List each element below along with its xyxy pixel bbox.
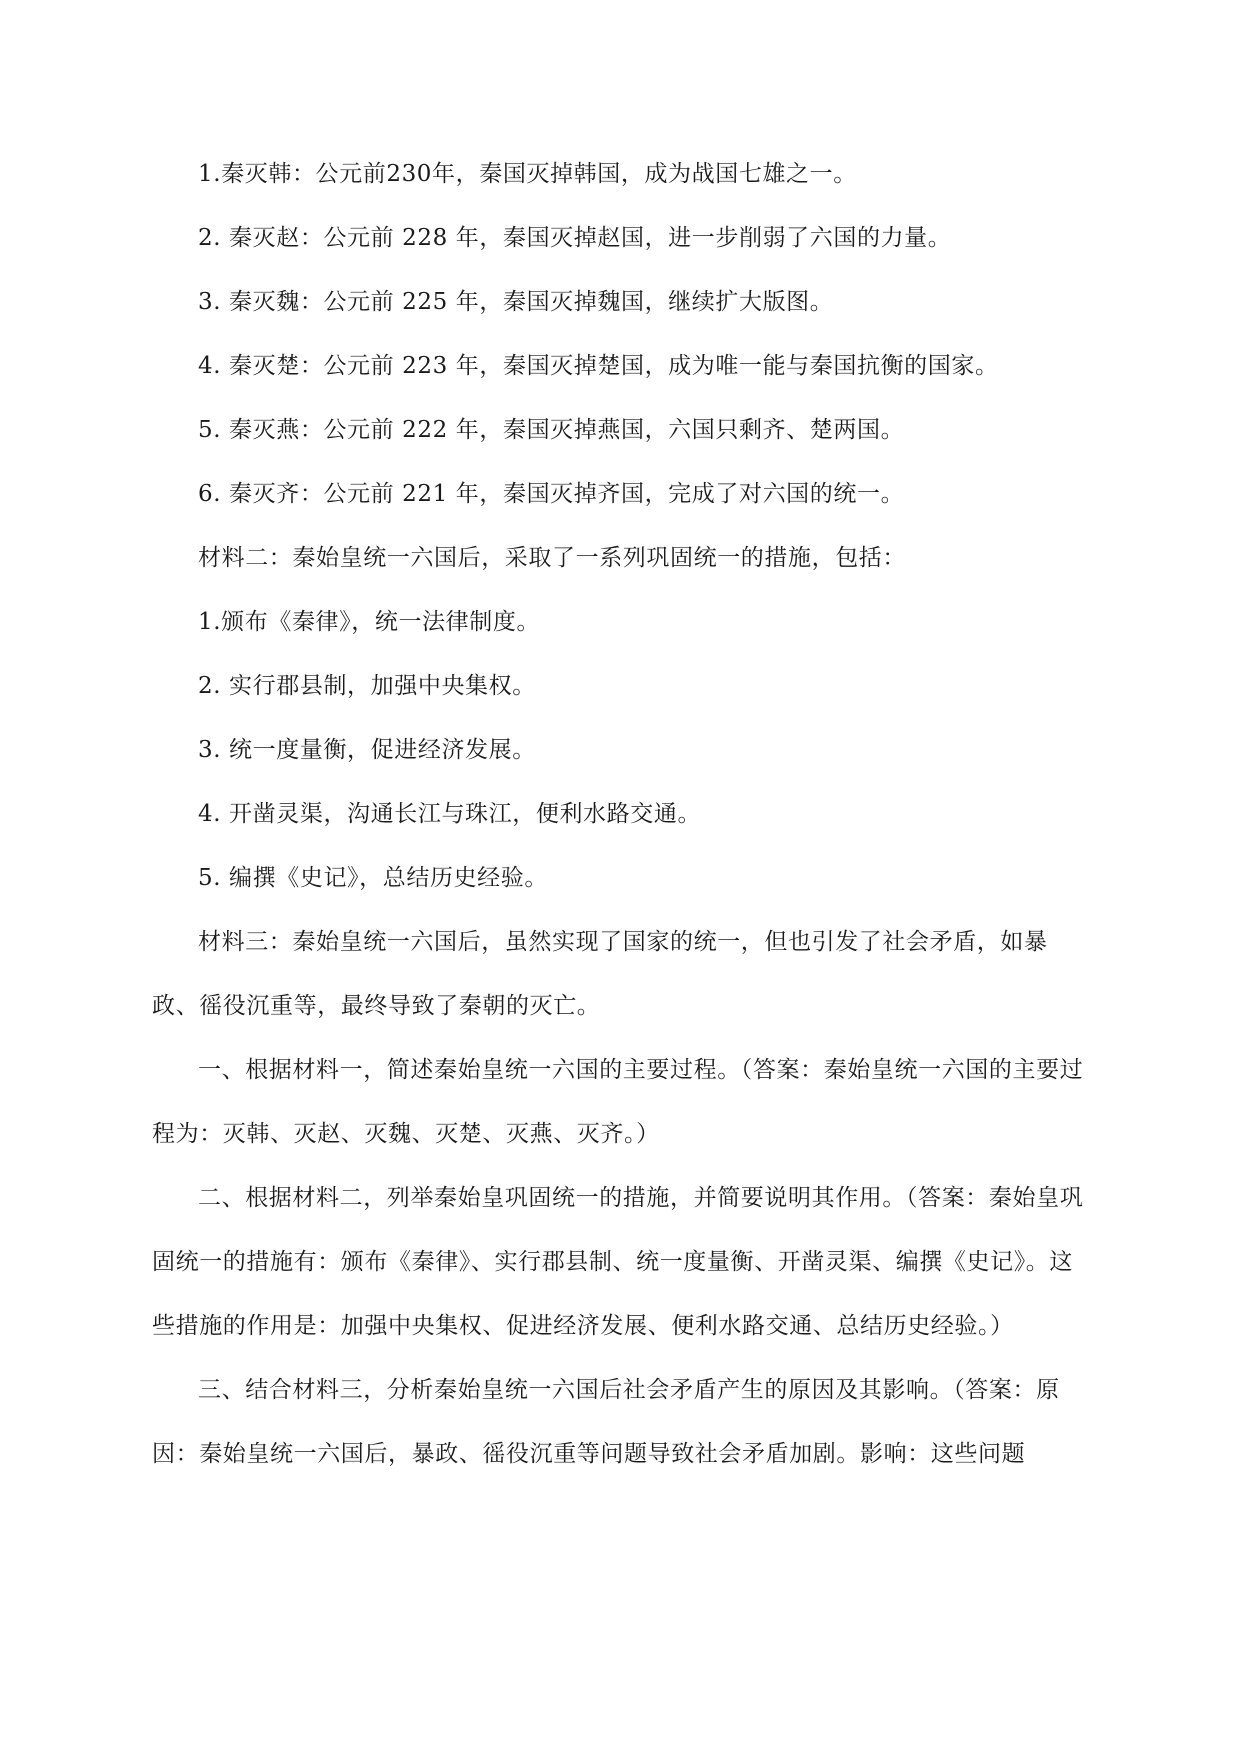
paragraph-measure-commandery: 2. 实行郡县制，加强中央集权。	[198, 673, 536, 699]
paragraph-measure-weights: 3. 统一度量衡，促进经济发展。	[198, 737, 536, 763]
paragraph-question-three: 三、结合材料三，分析秦始皇统一六国后社会矛盾产生的原因及其影响。（答案：原因：秦始皇统一六国后，暴政、徭役沉重等问题导致社会矛盾加剧。影响：这些问题	[152, 1377, 1060, 1467]
paragraph-material-two: 材料二：秦始皇统一六国后，采取了一系列巩固统一的措施，包括：	[198, 545, 906, 571]
paragraph-question-one: 一、根据材料一，简述秦始皇统一六国的主要过程。（答案：秦始皇统一六国的主要过程为：灭韩、灭赵、灭魏、灭楚、灭燕、灭齐。）	[152, 1057, 1084, 1147]
paragraph-question-two: 二、根据材料二，列举秦始皇巩固统一的措施，并简要说明其作用。（答案：秦始皇巩固统一的措施有：颁布《秦律》、实行郡县制、统一度量衡、开凿灵渠、编撰《史记》。这些措施的作用是：加强中央集权、促进经济发展、便利水路交通、总结历史经验。）	[152, 1185, 1084, 1339]
paragraph-qin-conquers-zhao: 2. 秦灭赵：公元前 228 年，秦国灭掉赵国，进一步削弱了六国的力量。	[198, 225, 952, 251]
paragraph-measure-lingqu: 4. 开凿灵渠，沟通长江与珠江，便利水路交通。	[198, 801, 702, 827]
paragraph-qin-conquers-chu: 4. 秦灭楚：公元前 223 年，秦国灭掉楚国，成为唯一能与秦国抗衡的国家。	[198, 353, 999, 379]
paragraph-qin-conquers-yan: 5. 秦灭燕：公元前 222 年，秦国灭掉燕国，六国只剩齐、楚两国。	[198, 417, 905, 443]
paragraph-qin-conquers-qi: 6. 秦灭齐：公元前 221 年，秦国灭掉齐国，完成了对六国的统一。	[198, 481, 905, 507]
paragraph-measure-shiji: 5. 编撰《史记》，总结历史经验。	[198, 865, 548, 891]
paragraph-qin-conquers-han: 1.秦灭韩：公元前230年，秦国灭掉韩国，成为战国七雄之一。	[198, 161, 857, 187]
paragraph-material-three: 材料三：秦始皇统一六国后，虽然实现了国家的统一，但也引发了社会矛盾，如暴政、徭役沉重等，最终导致了秦朝的灭亡。	[152, 929, 1048, 1019]
paragraph-qin-conquers-wei: 3. 秦灭魏：公元前 225 年，秦国灭掉魏国，继续扩大版图。	[198, 289, 834, 315]
paragraph-measure-qin-law: 1.颁布《秦律》，统一法律制度。	[198, 609, 541, 635]
document-body	[152, 142, 1094, 1486]
